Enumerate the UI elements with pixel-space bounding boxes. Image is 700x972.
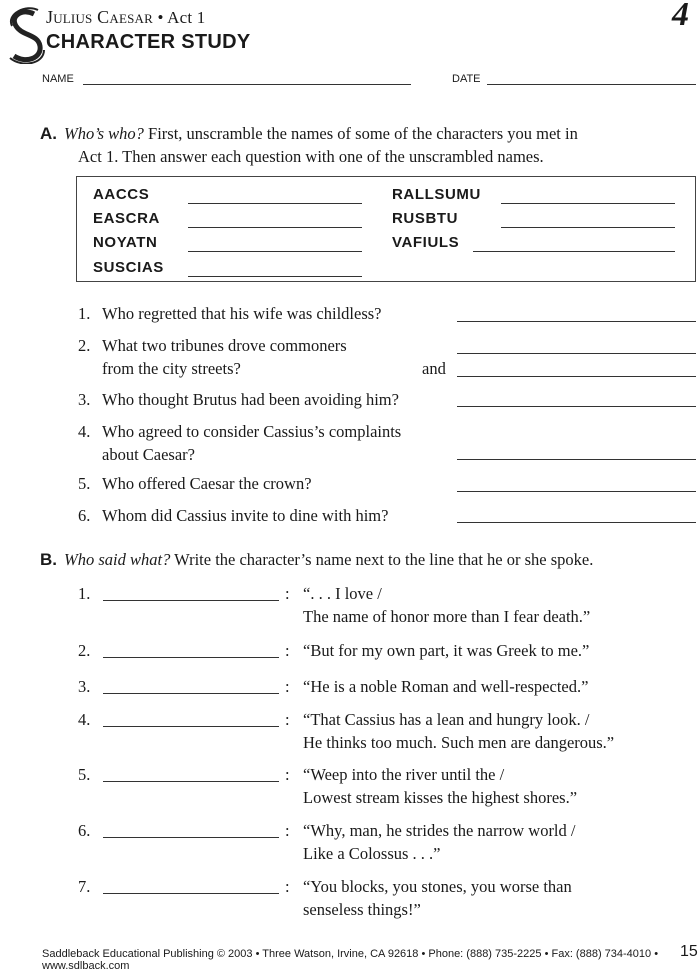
- section-a-instructions-text: First, unscramble the names of some of the characters you met in: [148, 124, 578, 143]
- answer-line[interactable]: [457, 522, 696, 523]
- scrambled-name: NOYATN: [93, 234, 158, 251]
- quote-number: 7.: [78, 877, 91, 896]
- series-title: [46, 7, 205, 28]
- question-number: 1.: [78, 304, 91, 323]
- section-a-instructions-line2: Act 1. Then answer each question with one of the unscrambled names.: [78, 147, 544, 166]
- question-text: about Caesar?: [102, 445, 195, 464]
- quote-line: “Weep into the river until the /: [303, 765, 505, 784]
- section-b-instructions-text: Write the character’s name next to the line that he or she spoke.: [174, 550, 594, 569]
- quote-number: 2.: [78, 641, 91, 660]
- scrambled-name: VAFIULS: [392, 234, 460, 251]
- quote-number: 5.: [78, 765, 91, 784]
- footer-publisher-info: Saddleback Educational Publishing © 2003 • Three Watson, Irvine, CA 92618 • Phone: (888) 735-2225 • Fax: (888) 734-4010 • www.sdlback.com: [42, 948, 659, 972]
- scrambled-names-box: [76, 176, 696, 282]
- lesson-number: 4: [672, 0, 689, 33]
- worksheet-title: CHARACTER STUDY: [46, 31, 251, 53]
- play-title: Julius Caesar: [46, 7, 154, 27]
- quote-line: “That Cassius has a lean and hungry look. /: [303, 710, 590, 729]
- scrambled-name: RALLSUMU: [392, 186, 481, 203]
- date-label: DATE: [452, 73, 481, 85]
- page-number: 15: [680, 943, 698, 960]
- section-a-letter: A.: [40, 124, 57, 143]
- unscramble-answer-line[interactable]: [188, 227, 362, 228]
- section-b-letter: B.: [40, 550, 57, 569]
- scrambled-name: SUSCIAS: [93, 259, 164, 276]
- publisher-logo: [4, 6, 48, 64]
- question-number: 2.: [78, 336, 91, 355]
- quote-line: “Why, man, he strides the narrow world /: [303, 821, 576, 840]
- scrambled-name: AACCS: [93, 186, 150, 203]
- question-text: Whom did Cassius invite to dine with him?: [102, 506, 389, 525]
- question-text: Who offered Caesar the crown?: [102, 474, 312, 493]
- quote-colon: :: [285, 677, 290, 696]
- section-a-heading: Who’s who?: [64, 124, 144, 143]
- quote-number: 4.: [78, 710, 91, 729]
- speaker-answer-line[interactable]: [103, 837, 279, 838]
- quote-line: senseless things!”: [303, 900, 421, 919]
- quote-line: “You blocks, you stones, you worse than: [303, 877, 572, 896]
- and-joiner: and: [422, 359, 446, 378]
- section-a-instructions-line1: [64, 122, 694, 145]
- answer-line[interactable]: [457, 321, 696, 322]
- quote-colon: :: [285, 584, 290, 603]
- quote-number: 1.: [78, 584, 91, 603]
- question-text: Who thought Brutus had been avoiding him?: [102, 390, 399, 409]
- quote-line: The name of honor more than I fear death.”: [303, 607, 591, 626]
- question-text: What two tribunes drove commoners: [102, 336, 347, 355]
- question-text: Who agreed to consider Cassius’s complaints: [102, 422, 402, 441]
- section-b-instructions: [64, 548, 698, 571]
- answer-line[interactable]: [457, 491, 696, 492]
- quote-line: He thinks too much. Such men are dangerous.”: [303, 733, 615, 752]
- unscramble-answer-line[interactable]: [188, 251, 362, 252]
- quote-line: Lowest stream kisses the highest shores.”: [303, 788, 578, 807]
- quote-colon: :: [285, 765, 290, 784]
- speaker-answer-line[interactable]: [103, 893, 279, 894]
- name-label: NAME: [42, 73, 74, 85]
- scrambled-name: RUSBTU: [392, 210, 459, 227]
- date-field[interactable]: [487, 84, 696, 85]
- scrambled-name: EASCRA: [93, 210, 160, 227]
- speaker-answer-line[interactable]: [103, 726, 279, 727]
- quote-number: 3.: [78, 677, 91, 696]
- quote-line: “. . . I love /: [303, 584, 382, 603]
- quote-line: Like a Colossus . . .”: [303, 844, 441, 863]
- question-text: Who regretted that his wife was childless?: [102, 304, 382, 323]
- answer-line[interactable]: [457, 353, 696, 354]
- quote-line: “But for my own part, it was Greek to me.”: [303, 641, 590, 660]
- quote-colon: :: [285, 710, 290, 729]
- question-number: 5.: [78, 474, 91, 493]
- quote-colon: :: [285, 821, 290, 840]
- unscramble-answer-line[interactable]: [188, 203, 362, 204]
- answer-line[interactable]: [457, 376, 696, 377]
- speaker-answer-line[interactable]: [103, 781, 279, 782]
- act-label: • Act 1: [157, 8, 206, 27]
- name-field[interactable]: [83, 84, 411, 85]
- quote-colon: :: [285, 641, 290, 660]
- question-text: from the city streets?: [102, 359, 241, 378]
- question-number: 4.: [78, 422, 91, 441]
- unscramble-answer-line[interactable]: [501, 203, 675, 204]
- question-number: 6.: [78, 506, 91, 525]
- section-b-heading: Who said what?: [64, 550, 171, 569]
- quote-line: “He is a noble Roman and well-respected.”: [303, 677, 589, 696]
- answer-line[interactable]: [457, 406, 696, 407]
- unscramble-answer-line[interactable]: [473, 251, 675, 252]
- question-number: 3.: [78, 390, 91, 409]
- speaker-answer-line[interactable]: [103, 693, 279, 694]
- quote-number: 6.: [78, 821, 91, 840]
- speaker-answer-line[interactable]: [103, 600, 279, 601]
- answer-line[interactable]: [457, 459, 696, 460]
- speaker-answer-line[interactable]: [103, 657, 279, 658]
- unscramble-answer-line[interactable]: [188, 276, 362, 277]
- quote-colon: :: [285, 877, 290, 896]
- unscramble-answer-line[interactable]: [501, 227, 675, 228]
